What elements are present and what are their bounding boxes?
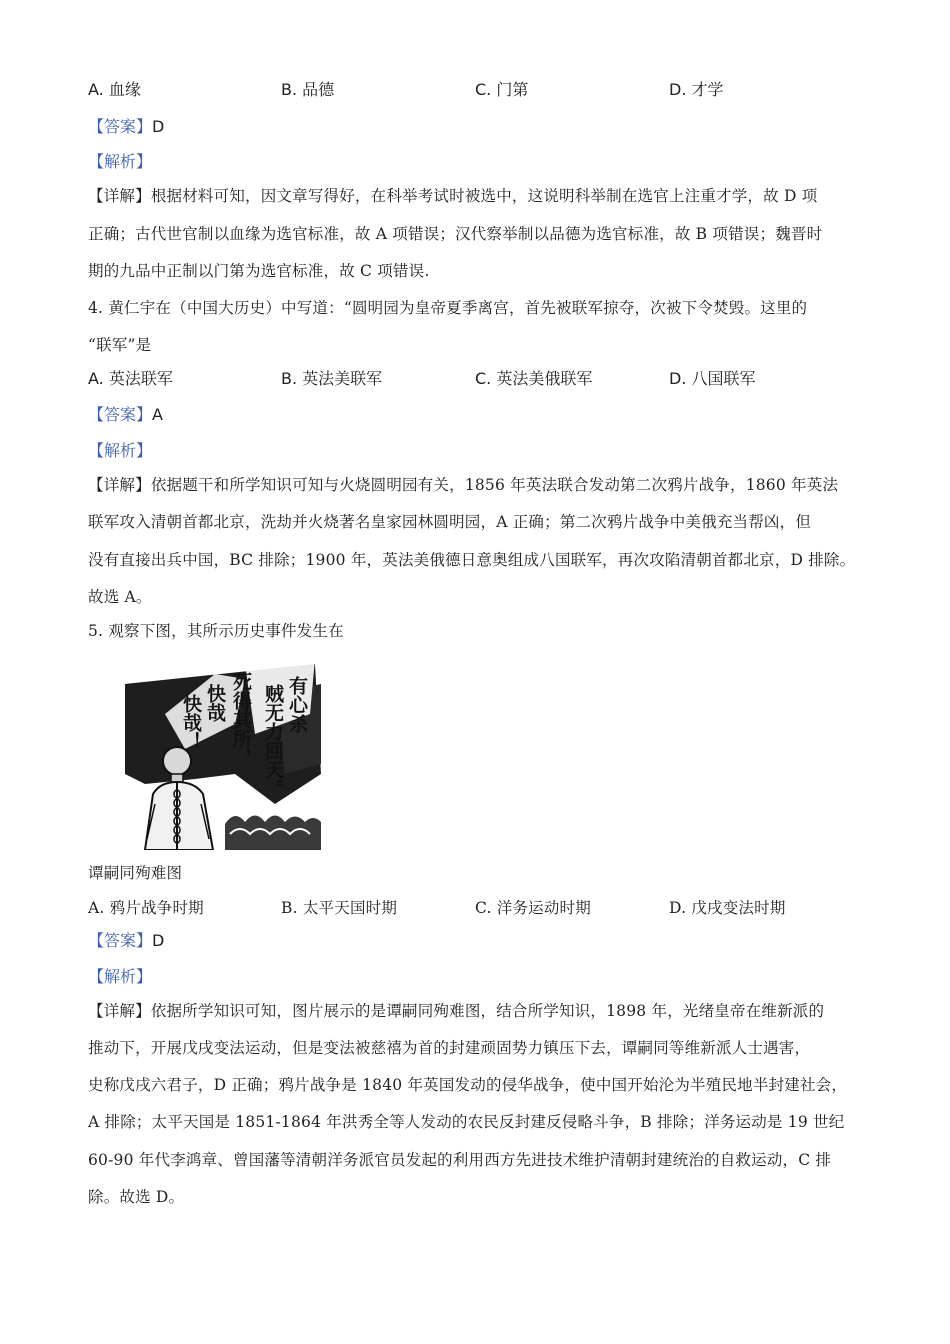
calligraphy-column-5: 快哉！ [180, 694, 202, 751]
detail-text: 根据材料可知，因文章写得好，在科举考试时被选中，这说明科举制在选官上注重才学，故 D 项 [150, 187, 818, 205]
q5-image-caption: 谭嗣同殉难图 [88, 864, 183, 882]
q4-detail-line-2: 联军攻入清朝首都北京，洗劫并火烧著名皇家园林圆明园，A 正确；第二次鸦片战争中美俄充当帮凶，但 [88, 513, 812, 531]
q5-detail-line-1 [88, 1001, 824, 1021]
q5-detail-line-4: A 排除；太平天国是 1851-1864 年洪秀全等人发动的农民反封建反侵略斗争，B 排除；洋务运动是 19 世纪 [88, 1113, 845, 1131]
answer-tag: 【答案】 [88, 117, 153, 136]
q3-analysis-tag: 【解析】 [88, 152, 153, 171]
answer-value: D [152, 931, 165, 950]
q4-detail-line-1 [88, 475, 838, 495]
calligraphy-column-3: 死得其所， [230, 672, 252, 767]
q4-detail-line-3: 没有直接出兵中国，BC 排除；1900 年，英法美俄德日意奥组成八国联军，再次攻陷清朝首都北京，D 排除。 [88, 551, 856, 569]
q4-option-c: C. 英法美俄联军 [475, 369, 593, 388]
q5-detail-line-2: 推动下，开展戊戌变法运动，但是变法被慈禧为首的封建顽固势力镇压下去，谭嗣同等维新派人士遇害， [88, 1039, 811, 1057]
q5-detail-line-6: 除。故选 D。 [88, 1188, 185, 1206]
q3-option-a: A. 血缘 [88, 80, 141, 99]
q5-detail-line-3: 史称戊戌六君子，D 正确；鸦片战争是 1840 年英国发动的侵华战争，使中国开始沦为半殖民地半封建社会， [88, 1076, 848, 1094]
q3-answer [88, 117, 164, 137]
q3-detail-line-3: 期的九品中正制以门第为选官标准，故 C 项错误. [88, 262, 430, 280]
detail-tag: 【详解】 [88, 187, 151, 205]
q3-option-c: C. 门第 [475, 80, 529, 99]
calligraphy-column-1: 有心杀 [286, 676, 308, 733]
q4-answer [88, 405, 163, 425]
q5-analysis-tag: 【解析】 [88, 967, 153, 986]
answer-tag: 【答案】 [88, 405, 153, 424]
q4-detail-line-4: 故选 A。 [88, 588, 152, 606]
q5-stem: 5. 观察下图，其所示历史事件发生在 [88, 622, 344, 640]
q5-option-b: B. 太平天国时期 [281, 899, 398, 917]
q3-option-d: D. 才学 [669, 80, 724, 99]
detail-text: 依据所学知识可知，图片展示的是谭嗣同殉难图，结合所学知识，1898 年，光绪皇帝在维新派的 [150, 1002, 825, 1020]
q5-option-c: C. 洋务运动时期 [475, 899, 591, 917]
detail-tag: 【详解】 [88, 1002, 151, 1020]
q3-detail-line-1 [88, 186, 817, 206]
q5-option-d: D. 戊戌变法时期 [669, 899, 786, 917]
q3-option-b: B. 品德 [281, 80, 335, 99]
calligraphy-column-4: 快哉 [204, 684, 226, 722]
q4-option-d: D. 八国联军 [669, 369, 756, 388]
q3-detail-line-2: 正确；古代世官制以血缘为选官标准，故 A 项错误；汉代察举制以品德为选官标准，故 B 项错误；魏晋时 [88, 225, 823, 243]
tan-sitong-illustration [125, 654, 321, 850]
detail-text: 依据题干和所学知识可知与火烧圆明园有关，1856 年英法联合发动第二次鸦片战争，1860 年英法 [150, 476, 839, 494]
q4-stem-line-2: “联军”是 [88, 336, 152, 354]
detail-tag: 【详解】 [88, 476, 151, 494]
answer-value: D [152, 117, 165, 136]
q5-detail-line-5: 60-90 年代李鸿章、曾国藩等清朝洋务派官员发起的利用西方先进技术维护清朝封建统治的自救运动，C 排 [88, 1151, 832, 1169]
q4-analysis-tag: 【解析】 [88, 441, 153, 460]
calligraphy-column-2: 贼无力回天。 [262, 684, 284, 798]
q4-option-a: A. 英法联军 [88, 369, 173, 388]
q5-option-a: A. 鸦片战争时期 [88, 899, 204, 917]
answer-value: A [152, 405, 163, 424]
q4-stem-line-1: 4. 黄仁宇在（中国大历史）中写道：“圆明园为皇帝夏季离宫，首先被联军掠夺，次被下令焚毁。这里的 [88, 299, 808, 317]
q4-option-b: B. 英法美联军 [281, 369, 383, 388]
q5-answer [88, 931, 164, 951]
answer-tag: 【答案】 [88, 931, 153, 950]
